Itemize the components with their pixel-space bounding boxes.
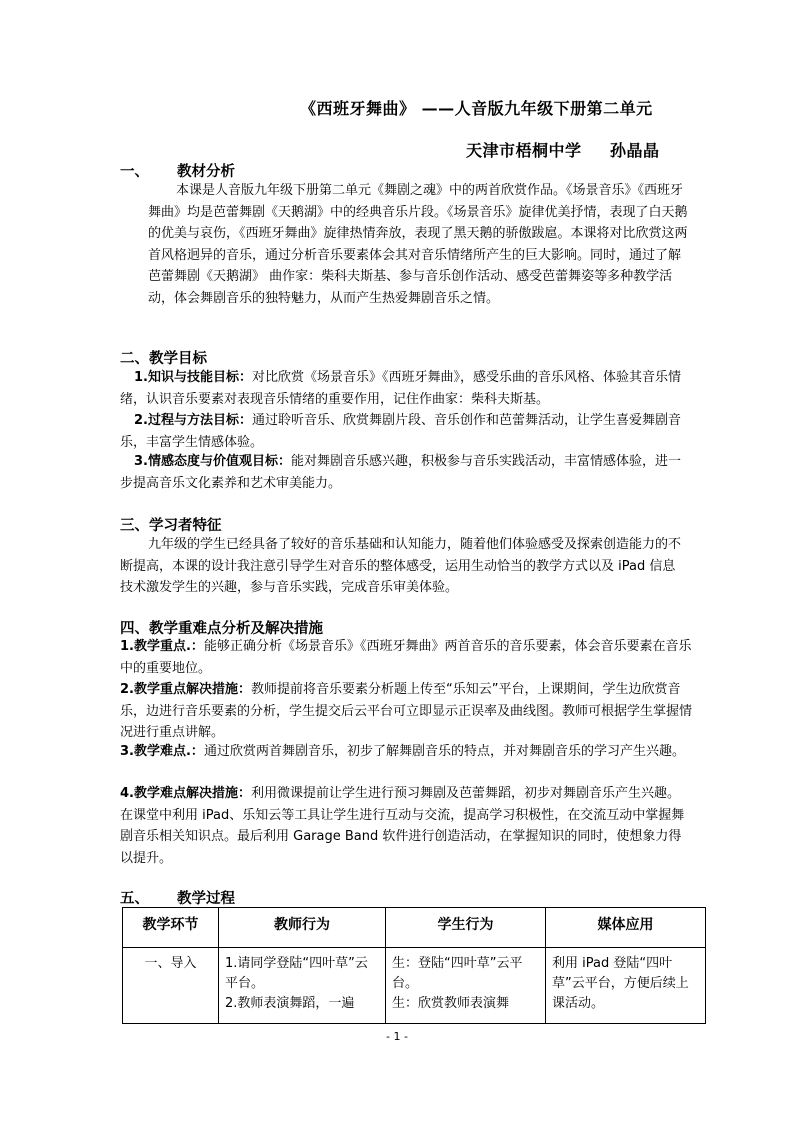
objective-2-label: 2.过程与方法目标：	[134, 413, 252, 428]
section-2-title: 二、教学目标	[120, 351, 207, 367]
objective-3-text: 能对舞剧音乐感兴趣，积极参与音乐实践活动，丰富情感体验，进一步提高音乐文化素养和艺术审美能力。	[120, 454, 681, 491]
section-5-number: 五、	[120, 891, 149, 907]
cell-teacher: 1.请同学登陆“四叶草”云平台。 2.教师表演舞蹈，一遍	[219, 948, 386, 1024]
key-point-4-label: 4.教学难点解决措施：	[120, 786, 251, 801]
key-point-2-text: 教师提前将音乐要素分析题上传至“乐知云”平台，上课期间，学生边欣赏音乐，边进行音乐要素的分析，学生提交后云平台可立即显示正误率及曲线图。教师可根据学生掌握情况进行重点讲解。	[120, 682, 693, 740]
key-point-4	[120, 783, 692, 869]
section-3-title: 三、学习者特征	[120, 518, 222, 534]
section-5-title: 教学过程	[177, 891, 235, 907]
table-row	[123, 948, 706, 1024]
cell-student: 生：登陆“四叶草”云平台。 生：欣赏教师表演舞	[386, 948, 546, 1024]
key-point-2	[120, 679, 692, 744]
objective-1-text: 对比欣赏《场景音乐》《西班牙舞曲》，感受乐曲的音乐风格、体验其音乐情绪，认识音乐要素对表现音乐情绪的重要作用，记住作曲家：柴科夫斯基。	[120, 370, 681, 407]
cell-stage: 一、导入	[123, 948, 219, 1024]
cell-media: 利用 iPad 登陆“四叶草”云平台，方便后续上课活动。	[546, 948, 706, 1024]
key-point-2-label: 2.教学重点解决措施：	[120, 682, 251, 697]
objective-3-label: 3.情感态度与价值观目标：	[134, 454, 291, 469]
page-number: - 1 -	[386, 1030, 408, 1043]
objective-1	[120, 367, 688, 410]
objective-2-text: 通过聆听音乐、欣赏舞剧片段、音乐创作和芭蕾舞活动，让学生喜爱舞剧音乐，丰富学生情感体验。	[120, 413, 681, 450]
header-stage: 教学环节	[123, 908, 219, 948]
section-4-title: 四、教学重难点分析及解决措施	[120, 621, 323, 637]
key-point-1-label: 1.教学重点.：	[120, 639, 204, 654]
author-name: 孙晶晶	[610, 141, 660, 160]
key-point-4-text: 利用微课提前让学生进行预习舞剧及芭蕾舞蹈，初步对舞剧音乐产生兴趣。在课堂中利用 iPad、乐知云等工具让学生进行互动与交流，提高学习积极性，在交流互动中掌握舞剧音乐相关知识点。最后利用 Garage Band 软件进行创造活动，在掌握知识的同时，使想象力得以提升。	[120, 786, 685, 866]
key-point-1	[120, 636, 692, 679]
teaching-process-table	[122, 907, 706, 1024]
header-teacher: 教师行为	[219, 908, 386, 948]
key-point-3	[120, 741, 692, 763]
header-media: 媒体应用	[546, 908, 706, 948]
objective-3	[120, 451, 688, 494]
table-header-row	[123, 908, 706, 948]
objective-2	[120, 410, 688, 453]
section-1-title: 教材分析	[177, 164, 235, 180]
header-student: 学生行为	[386, 908, 546, 948]
section-1-body: 本课是人音版九年级下册第二单元《舞剧之魂》中的两首欣赏作品。《场景音乐》《西班牙舞曲》均是芭蕾舞剧《天鹅湖》中的经典音乐片段。《场景音乐》旋律优美抒情，表现了白天鹅的优美与哀伤，《西班牙舞曲》旋律热情奔放，表现了黑天鹅的骄傲跋扈。本课将对比欣赏这两首风格迥异的音乐，通过分析音乐要素体会其对音乐情绪所产生的巨大影响。同时，通过了解芭蕾舞剧《天鹅湖》 曲作家：柴科夫斯基、参与音乐创作活动、感受芭蕾舞姿等多种教学活动，体会舞剧音乐的独特魅力，从而产生热爱舞剧音乐之情。	[148, 183, 688, 306]
document-title: 《西班牙舞曲》 ——人音版九年级下册第二单元	[300, 99, 653, 118]
section-1-number: 一、	[120, 164, 149, 180]
school-name: 天津市梧桐中学	[466, 141, 582, 160]
objective-1-label: 1.知识与技能目标：	[134, 370, 252, 385]
key-point-3-label: 3.教学难点.：	[120, 744, 204, 759]
key-point-3-text: 通过欣赏两首舞剧音乐，初步了解舞剧音乐的特点，并对舞剧音乐的学习产生兴趣。	[203, 744, 685, 759]
key-point-1-text: 能够正确分析《场景音乐》《西班牙舞曲》两首音乐的音乐要素，体会音乐要素在音乐中的重要地位。	[120, 639, 692, 676]
section-3-body: 九年级的学生已经具备了较好的音乐基础和认知能力，随着他们体验感受及探索创造能力的不断提高，本课的设计我注意引导学生对音乐的整体感受，运用生动恰当的教学方式以及 iPad 信息技术激发学生的兴趣，参与音乐实践，完成音乐审美体验。	[120, 537, 682, 595]
